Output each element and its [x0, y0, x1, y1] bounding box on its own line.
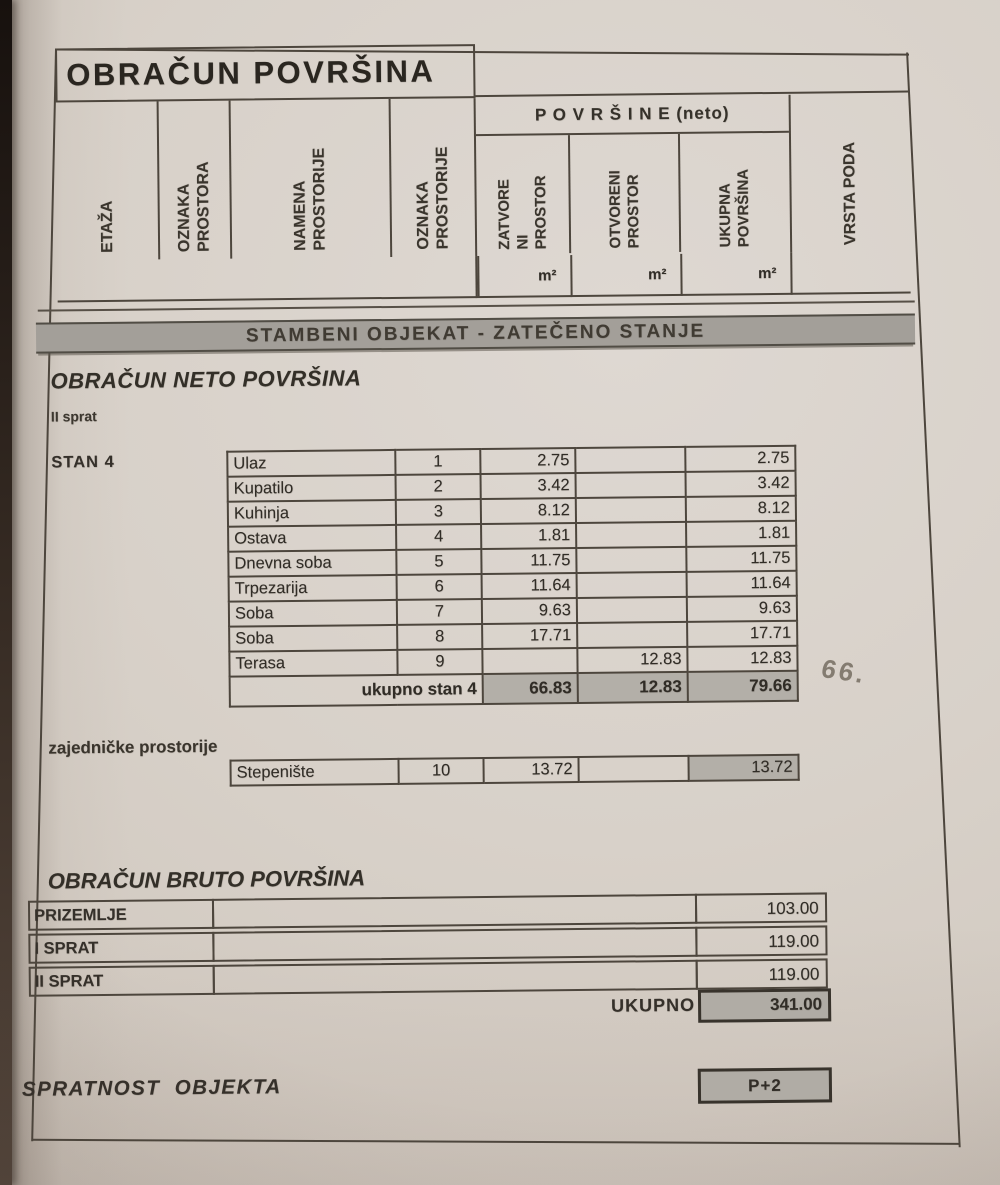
- bruto-total-value: 341.00: [698, 988, 831, 1022]
- room-total-area: 17.71: [687, 621, 797, 647]
- column-oznaka-prostora-label: OZNAKA PROSTORA: [175, 161, 214, 253]
- bruto-row-spacer-cell: [212, 960, 697, 995]
- column-otvoreni-prostor: [570, 134, 681, 253]
- room-number: 5: [396, 549, 481, 575]
- section-banner: STAMBENI OBJEKAT - ZATEČENO STANJE: [36, 313, 915, 353]
- room-total-area: 2.75: [685, 446, 795, 472]
- room-closed-area: 13.72: [483, 757, 578, 783]
- room-open-area: [577, 597, 687, 623]
- room-open-area: [576, 547, 686, 573]
- room-closed-area: [482, 648, 577, 674]
- room-name: Trpezarija: [229, 575, 397, 602]
- room-name: Terasa: [229, 650, 397, 677]
- floor-label: II sprat: [50, 408, 97, 425]
- povrsine-subcolumns: [476, 133, 790, 254]
- stan4-rooms-table: [226, 445, 799, 708]
- room-total-area: 1.81: [686, 521, 796, 547]
- room-closed-area: 17.71: [482, 623, 577, 649]
- form-border-right: [906, 52, 961, 1147]
- room-closed-area: 9.63: [482, 598, 577, 624]
- column-etaza-label: ETAŽA: [98, 200, 116, 254]
- photo-left-edge-shadow: [0, 0, 12, 1185]
- room-name: Dnevna soba: [228, 550, 396, 577]
- room-closed-area: 11.75: [481, 548, 576, 574]
- column-vrsta-poda: [791, 94, 911, 253]
- stan4-total-row: [230, 671, 798, 707]
- column-oznaka-prostorije-label: OZNAKA PROSTORIJE: [414, 146, 452, 250]
- room-closed-area: 1.81: [481, 523, 576, 549]
- room-name: Kupatilo: [228, 475, 396, 502]
- bruto-row-value: 103.00: [695, 892, 827, 923]
- bruto-row-label: II SPRAT: [29, 965, 215, 997]
- room-total-area: 9.63: [687, 596, 797, 622]
- column-namena-prostorije-label: NAMENA PROSTORIJE: [291, 147, 330, 251]
- double-rule: [38, 300, 915, 311]
- table-row: [230, 755, 798, 786]
- room-open-area: [577, 572, 687, 598]
- room-open-area: [577, 622, 687, 648]
- common-rooms-heading: zajedničke prostorije: [48, 736, 218, 758]
- column-etaza: [56, 101, 161, 260]
- room-closed-area: 8.12: [481, 498, 576, 524]
- room-closed-area: 3.42: [481, 473, 576, 499]
- spratnost-label: SPRATNOST OBJEKTA: [21, 1075, 282, 1101]
- stan4-total-closed: 66.83: [483, 673, 578, 704]
- room-number: 8: [397, 624, 482, 650]
- column-ukupna-povrsina-label: UKUPNA POVRŠINA: [716, 168, 753, 248]
- room-total-area: 11.75: [686, 546, 796, 572]
- form-border-bottom: [31, 1139, 960, 1145]
- unit-cell-otvoreni: m²: [572, 254, 682, 297]
- room-number: 6: [397, 574, 482, 600]
- room-open-area: 12.83: [577, 647, 687, 673]
- room-open-area: [576, 497, 686, 523]
- bruto-row-label: I SPRAT: [28, 932, 214, 964]
- bruto-row-spacer-cell: [212, 927, 697, 962]
- room-total-area: 13.72: [688, 755, 798, 781]
- column-oznaka-prostora: [159, 101, 233, 260]
- room-open-area: [575, 472, 685, 498]
- bruto-row-label: PRIZEMLJE: [28, 899, 214, 931]
- column-otvoreni-prostor-label: OTVORENI PROSTOR: [606, 170, 643, 249]
- room-open-area: [576, 522, 686, 548]
- neto-heading: OBRAČUN NETO POVRŠINA: [50, 365, 362, 394]
- room-name: Soba: [229, 625, 397, 652]
- column-header-table: [56, 94, 911, 303]
- stan4-total-label: ukupno stan 4: [230, 674, 483, 707]
- room-closed-area: 11.64: [482, 573, 577, 599]
- column-namena-prostorije: [231, 99, 393, 259]
- column-zatvoreni-prostor-label: ZATVORE NI PROSTOR: [495, 175, 550, 250]
- column-ukupna-povrsina: [680, 133, 791, 252]
- room-number: 1: [395, 449, 480, 475]
- bruto-row-spacer-cell: [212, 894, 697, 929]
- spratnost-value-box: P+2: [698, 1067, 832, 1103]
- column-zatvoreni-prostor: [476, 135, 572, 254]
- handwritten-note: 66.: [818, 653, 870, 690]
- povrsine-neto-label: P O V R Š I N E (neto): [476, 95, 789, 136]
- room-closed-area: 2.75: [480, 448, 575, 474]
- room-name: Soba: [229, 600, 397, 627]
- room-number: 4: [396, 524, 481, 550]
- bruto-table: [28, 892, 828, 999]
- unit-row-blank-cell: [57, 256, 477, 302]
- column-group-povrsine: [476, 95, 793, 256]
- room-number: 9: [397, 649, 482, 675]
- unit-cell-zatvoreni: m²: [477, 255, 572, 298]
- room-number: 10: [398, 758, 483, 784]
- page-title: OBRAČUN POVRŠINA: [55, 44, 476, 102]
- bruto-row: [28, 892, 827, 930]
- bruto-row-value: 119.00: [695, 958, 827, 989]
- column-oznaka-prostorije: [391, 98, 478, 257]
- room-open-area: [578, 756, 688, 782]
- bruto-total-label: UKUPNO: [610, 994, 696, 1016]
- room-total-area: 12.83: [687, 646, 797, 672]
- column-vrsta-poda-label: VRSTA PODA: [841, 141, 860, 246]
- room-number: 2: [396, 474, 481, 500]
- bruto-row: [28, 925, 827, 963]
- room-number: 7: [397, 599, 482, 625]
- common-rooms-table: [229, 754, 799, 787]
- room-open-area: [575, 447, 685, 473]
- room-name: Kuhinja: [228, 500, 396, 527]
- stan4-total-open: 12.83: [578, 672, 688, 703]
- room-name: Ulaz: [227, 450, 395, 477]
- bruto-heading: OBRAČUN BRUTO POVRŠINA: [47, 865, 366, 894]
- room-total-area: 3.42: [685, 471, 795, 497]
- room-total-area: 8.12: [686, 496, 796, 522]
- unit-cell-ukupna: m²: [682, 253, 792, 296]
- room-number: 3: [396, 499, 481, 525]
- apartment-label: STAN 4: [51, 452, 115, 472]
- room-total-area: 11.64: [687, 571, 797, 597]
- bruto-row-value: 119.00: [695, 925, 827, 956]
- area-calculation-form: [21, 40, 919, 1142]
- stan4-total-sum: 79.66: [688, 671, 798, 702]
- room-name: Stepenište: [230, 759, 398, 786]
- room-name: Ostava: [228, 525, 396, 552]
